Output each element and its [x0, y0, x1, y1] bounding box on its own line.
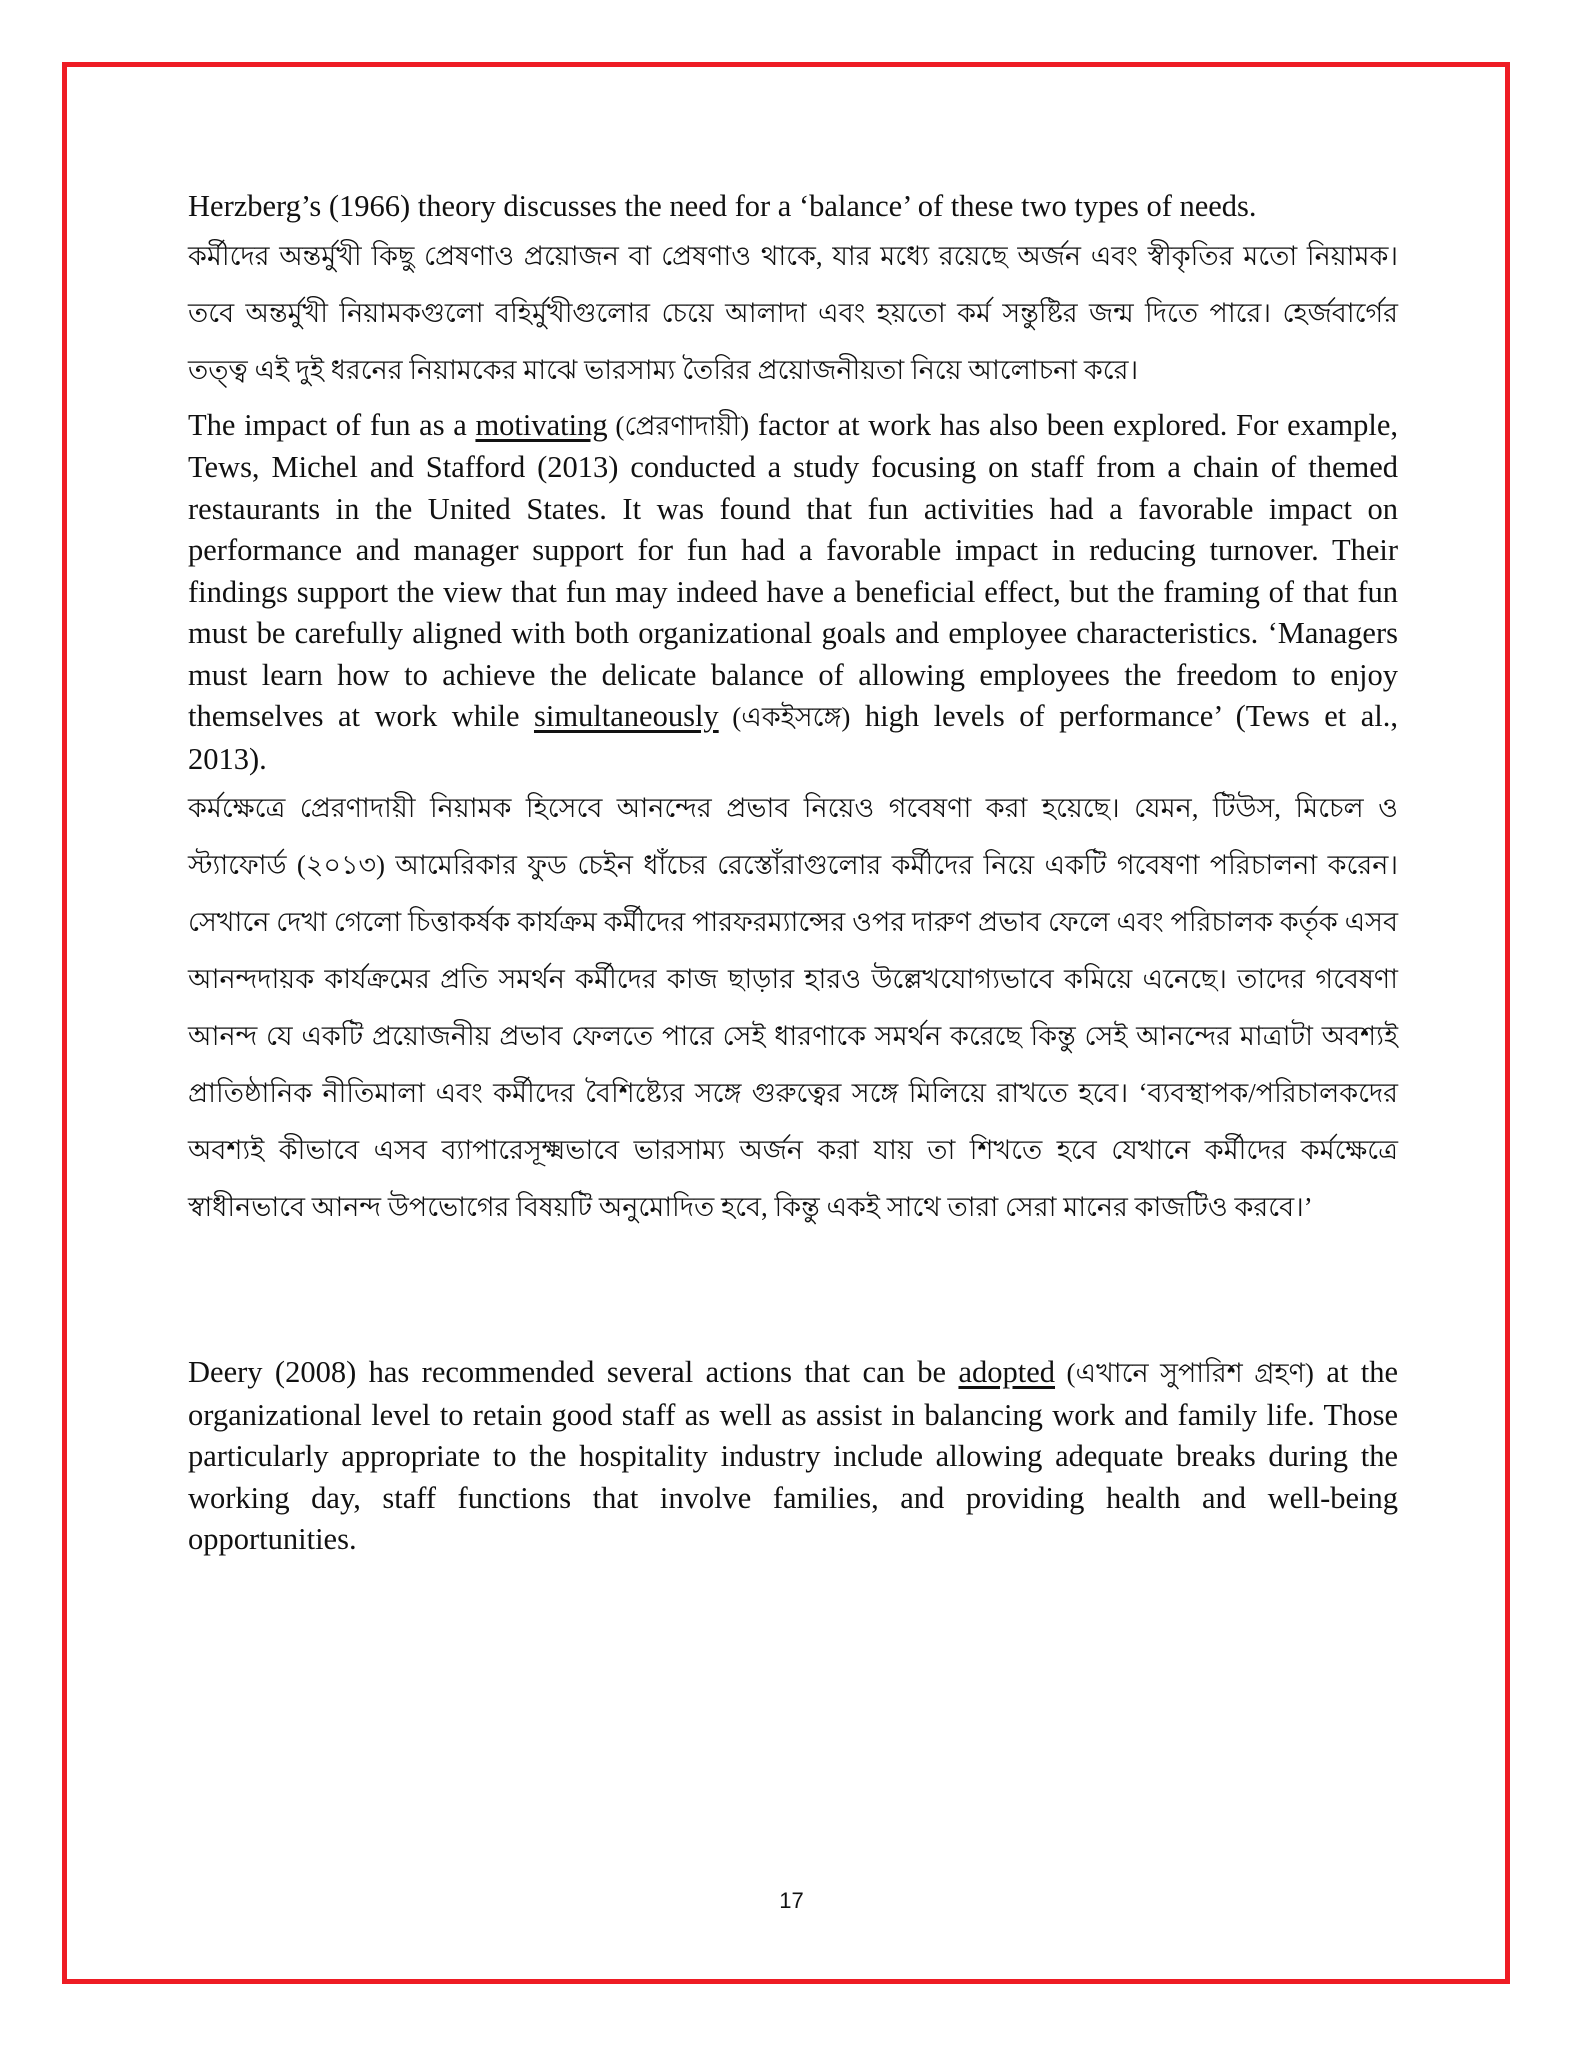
text-span: Deery (2008) has recommended several actions that can be	[188, 1355, 959, 1389]
text-span: high levels of performance’ (Tews et al., 2013).	[188, 699, 1398, 776]
text-span: The impact of fun as a	[188, 407, 476, 442]
paragraph-deery-english	[188, 1352, 1398, 1561]
page-body	[188, 186, 1398, 1561]
paragraph-fun-english	[188, 405, 1398, 781]
paragraph-herzberg-english: Herzberg’s (1966) theory discusses the need for a ‘balance’ of these two types of needs.	[188, 189, 1257, 223]
vocab-gloss-motivating: (প্রেরণাদায়ী)	[607, 410, 750, 441]
paragraph-herzberg-bengali: কর্মীদের অন্তর্মুখী কিছু প্রেষণাও প্রয়োজন বা প্রেষণাও থাকে, যার মধ্যে রয়েছে অর্জন এবং স্বীকৃতির মতো নিয়ামক। তবে অন্তর্মুখী নিয়ামকগুলো বহির্মুখীগুলোর চেয়ে আলাদা এবং হয়তো কর্ম সন্তুষ্টির জন্ম দিতে পারে। হের্জবার্গের তত্ত্ব এই দুই ধরনের নিয়ামকের মাঝে ভারসাম্য তৈরির প্রয়োজনীয়তা নিয়ে আলোচনা করে।	[188, 240, 1398, 385]
vocab-word-adopted: adopted	[958, 1355, 1056, 1389]
text-span: factor at work has also been explored. For example, Tews, Michel and Stafford (2013) conducted a study focusing on staff from a chain of themed restaurants in the United States. It was found that fun activities had a favorable impact on performance and manager support for fun had a favorable impact in reducing turnover. Their findings support the view that fun may indeed have a beneficial effect, but the framing of that fun must be carefully aligned with both organizational goals and employee characteristics. ‘Managers must learn how to achieve the delicate balance of allowing employees the freedom to enjoy themselves at work while	[188, 407, 1399, 733]
vocab-word-motivating: motivating	[475, 407, 608, 442]
vocab-word-simultaneously: simultaneously	[533, 699, 719, 733]
paragraph-fun-bengali: কর্মক্ষেত্রে প্রেরণাদায়ী নিয়ামক হিসেবে আনন্দের প্রভাব নিয়েও গবেষণা করা হয়েছে। যেমন, টিউস, মিচেল ও স্ট্যাফোর্ড (২০১৩) আমেরিকার ফুড চেইন ধাঁচের রেস্তোঁরাগুলোর কর্মীদের নিয়ে একটি গবেষণা পরিচালনা করেন। সেখানে দেখা গেলো চিত্তাকর্ষক কার্যক্রম কর্মীদের পারফরম্যান্সের ওপর দারুণ প্রভাব ফেলে এবং পরিচালক কর্তৃক এসব আনন্দদায়ক কার্যক্রমের প্রতি সমর্থন কর্মীদের কাজ ছাড়ার হারও উল্লেখযোগ্যভাবে কমিয়ে এনেছে। তাদের গবেষণা আনন্দ যে একটি প্রয়োজনীয় প্রভাব ফেলতে পারে সেই ধারণাকে সমর্থন করেছে কিন্তু সেই আনন্দের মাত্রাটা অবশ্যই প্রাতিষ্ঠানিক নীতিমালা এবং কর্মীদের বৈশিষ্ট্যের সঙ্গে গুরুত্বের সঙ্গে মিলিয়ে রাখতে হবে। ‘ব্যবস্থাপক/পরিচালকদের অবশ্যই কীভাবে এসব ব্যাপারেসূক্ষ্মভাবে ভারসাম্য অর্জন করা যায় তা শিখতে হবে যেখানে কর্মীদের কর্মক্ষেত্রে স্বাধীনভাবে আনন্দ উপভোগের বিষয়টি অনুমোদিত হবে, কিন্তু একই সাথে তারা সেরা মানের কাজটিও করবে।’	[188, 793, 1398, 1222]
page-number: 17	[779, 1888, 804, 1913]
vocab-gloss-adopted: (এখানে সুপারিশ গ্রহণ)	[1055, 1358, 1314, 1388]
vocab-gloss-simultaneously: (একইসঙ্গে)	[718, 702, 851, 732]
text-span: at the organizational level to retain good staff as well as assist in balancing work and family life. Those particularly appropriate to the hospitality industry include allowing adequate breaks during the working day, staff functions that involve families, and providing health and well-being opportunities.	[188, 1355, 1398, 1556]
